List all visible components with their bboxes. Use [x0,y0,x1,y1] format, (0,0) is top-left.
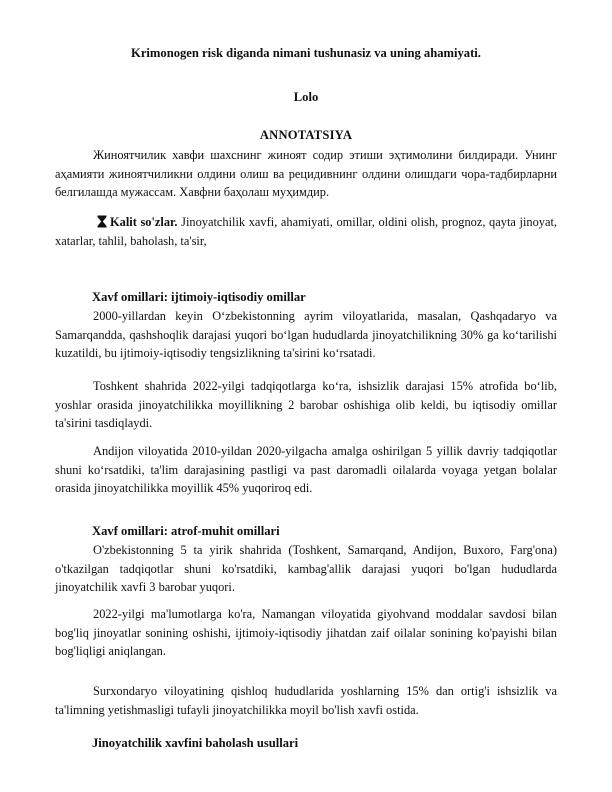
paragraph: Andijon viloyatida 2010-yildan 2020-yilgacha amalga oshirilgan 5 yillik davriy tadqiqotlar shuni ko‘rsatdiki, ta'lim darajasining pastligi va past daromadli oilalarda voyaga yetgan bolalar orasida jinoyatchilikka moyillik 45% yuqoriroq edi. [55,444,557,496]
paragraph: Toshkent shahrida 2022-yilgi tadqiqotlarga ko‘ra, ishsizlik darajasi 15% atrofida bo‘lib, yoshlar orasida jinoyatchilikka moyillikning 2 barobar oshishiga olib keldi, bu iqtisodiy omillar ta'sirini tasdiqlaydi. [55,379,557,431]
annotation-text: Жиноятчилик хавфи шахснинг жиноят содир этиши эҳтимолини билдиради. Унинг аҳамияти жиноятчиликни олдини олиш ва рецидивнинг олдини олишдаги чора-тадбирларни белгилашда мужассам. Хавфни баҳолаш муҳимдир. [55,148,557,200]
annotation-heading-text: ANNOTATSIYA [259,128,353,142]
section-heading-environment: Xavf omillari: atrof-muhit omillari [92,524,280,538]
paragraph: 2022-yilgi ma'lumotlarga ko'ra, Namangan viloyatida giyohvand moddalar savdosi bilan bog'liq jinoyatlar sonining oshishi, ijtimoiy-iqtisodiy jihatdan zaif oilalar sonining ko'payishi bilan bog'liqligi aniqlangan. [55,607,557,659]
keywords-text: Jinoyatchilik xavfi, ahamiyati, omillar, oldini olish, prognoz, qayta jinoyat, xatarlar, tahlil, baholash, ta'sir, [55,215,558,248]
section-heading-assessment: Jinoyatchilik xavfini baholash usullari [92,736,299,750]
hourglass-icon [97,215,107,228]
keywords-label: Kalit so'zlar. [110,215,178,229]
paragraph: Surxondaryo viloyatining qishloq hududlarida yoshlarning 15% dan ortig'i ishsizlik va ta'limning yetishmasligi tufayli jinoyatchilikka moyil bo'lish xavfi ostida. [55,684,557,717]
paragraph: O'zbekistonning 5 ta yirik shahrida (Toshkent, Samarqand, Andijon, Buxoro, Farg'ona) o'tkazilgan tadqiqotlar shuni ko'rsatdiki, kambag'allik darajasi yuqori bo'lgan hududlarda jinoyatchilik xavfi 3 barobar yuqori. [55,543,557,595]
annotation-heading [0,128,612,143]
keywords-line [55,213,557,250]
author-name: Lolo [293,90,319,104]
section-heading-socioeconomic: Xavf omillari: ijtimoiy-iqtisodiy omillar [92,290,306,304]
paragraph: 2000-yillardan keyin O‘zbekistonning ayrim viloyatlarida, masalan, Qashqadaryo va Samarqandda, qashshoqlik darajasi yuqori bo‘lgan hududlarda jinoyatchilikning 30% ga ko‘tarilishi kuzatildi, bu ijtimoiy-iqtisodiy tengsizlikning ta'sirini ko‘rsatadi. [55,309,557,361]
document-title: Krimonogen risk diganda nimani tushunasiz va uning ahamiyati. [131,46,481,60]
